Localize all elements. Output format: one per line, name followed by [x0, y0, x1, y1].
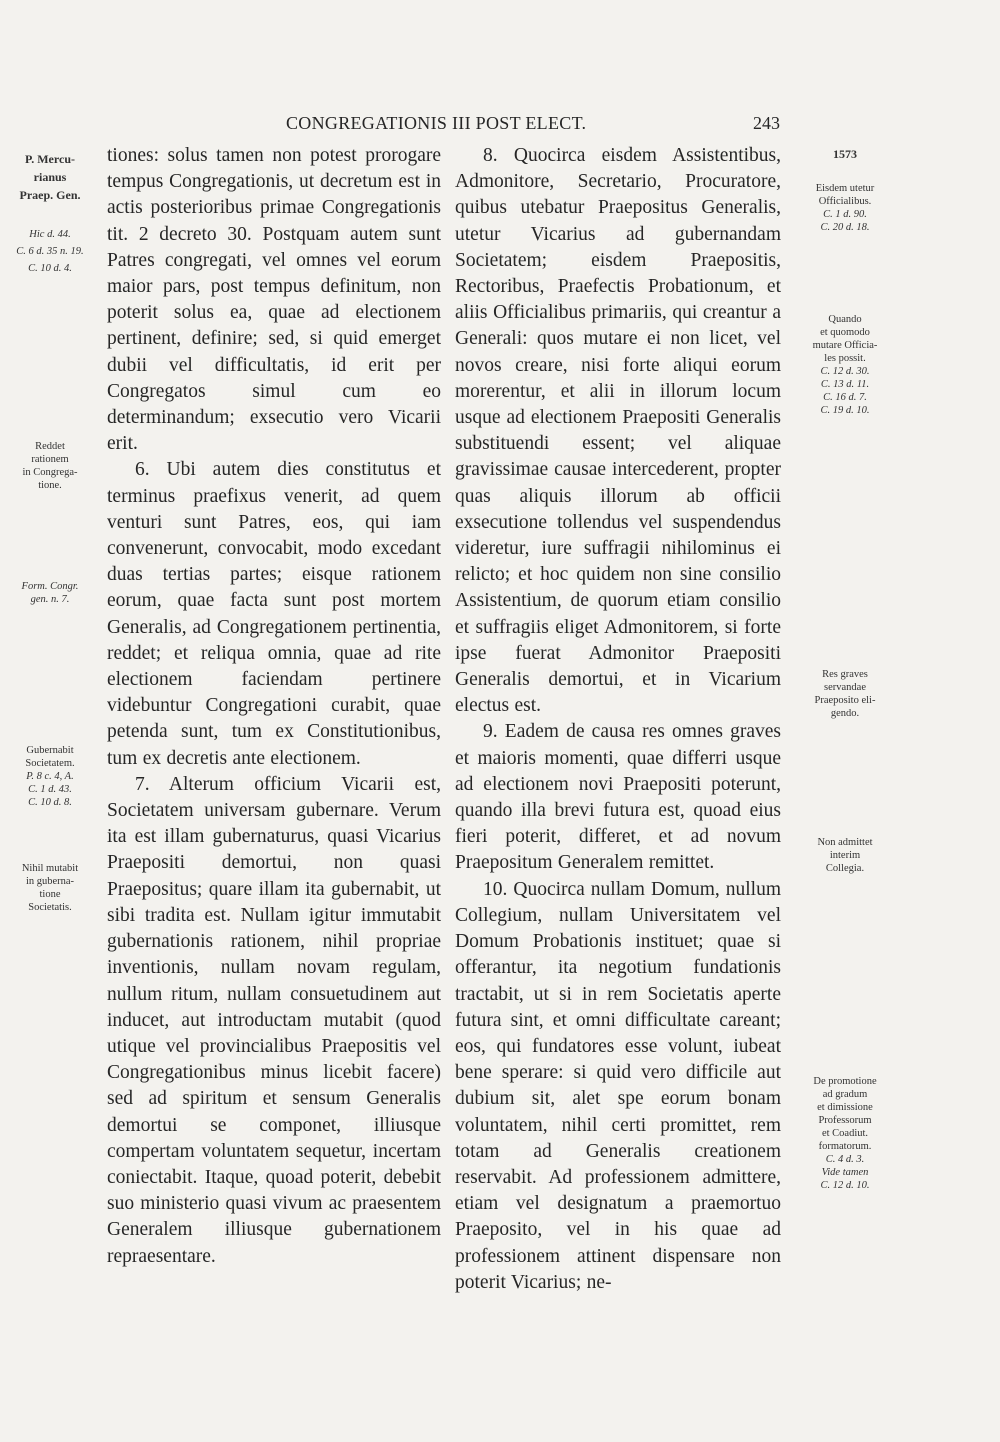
- running-header: [280, 113, 780, 137]
- margin-line: interim: [829, 850, 861, 861]
- margin-line: Nihil mutabit: [21, 863, 79, 874]
- margin-line: Reddet: [35, 441, 65, 452]
- margin-line: tione: [39, 889, 61, 900]
- margin-line: ad gradum: [822, 1089, 868, 1100]
- margin-ref: Form. Congr.: [21, 581, 79, 592]
- margin-ref: Vide tamen: [821, 1167, 869, 1178]
- margin-note-promotione: [792, 1075, 898, 1192]
- margin-ref: C. 12 d. 10.: [820, 1180, 870, 1191]
- margin-line: servandae: [824, 682, 866, 693]
- margin-note-reddet: [0, 440, 100, 492]
- margin-line: Praep. Gen.: [19, 188, 81, 202]
- margin-line: in guberna-: [25, 876, 75, 887]
- margin-line: P. Mercu-: [25, 152, 75, 166]
- margin-ref: C. 19 d. 10.: [820, 405, 870, 416]
- margin-references-1: [0, 226, 100, 277]
- margin-note-res-graves: [792, 668, 898, 720]
- margin-line: Societatis.: [28, 902, 72, 913]
- margin-line: et quomodo: [820, 327, 870, 338]
- right-text-column: [455, 143, 781, 1296]
- margin-ref: C. 16 d. 7.: [823, 392, 867, 403]
- margin-line: in Congrega-: [22, 467, 78, 478]
- margin-line: Praeposito eli-: [814, 695, 876, 706]
- margin-ref: P. 8 c. 4, A.: [26, 771, 74, 782]
- running-title: CONGREGATIONIS III POST ELECT.: [286, 113, 587, 133]
- margin-note-nihil: [0, 862, 100, 914]
- paragraph: 7. Alterum officium Vicarii est, Societatem universam gubernare. Verum ita est illam gubernaturus, quasi Vicarius Praepositi demortui, non quasi Praepositus; quare illam ita gubernabit, ut sibi tradita est. Nullam igitur immutabit gubernationis rationem, nihil propriae inventionis, nullam novam regulam, nullum ritum, nullam consuetudinem aut inducet, aut introductam mutabit (quod utique vel provincialibus Praepositis vel Congregationibus minus licebit facere) sed ad spiritum et sensum Generalis demortui se componet, illiusque compertam voluntatem sequetur, incertam coniectabit. Itaque, quoad poterit, debebit suo ministerio quasi vivum ac praesentem Generalem illiusque gubernationem repraesentare.: [107, 773, 441, 1267]
- margin-ref: Hic d. 44.: [29, 229, 71, 240]
- left-text-column: [107, 143, 441, 1270]
- margin-line: Professorum: [818, 1115, 872, 1126]
- margin-ref: C. 6 d. 35 n. 19.: [16, 246, 84, 257]
- margin-line: mutare Officia-: [812, 340, 878, 351]
- margin-line: rationem: [31, 454, 69, 465]
- year-marker: 1573: [833, 147, 857, 161]
- margin-ref: C. 10 d. 4.: [28, 263, 72, 274]
- margin-line: Eisdem utetur: [815, 183, 875, 194]
- paragraph: 8. Quocirca eisdem Assistentibus, Admonitore, Secretario, Procuratore, quibus utebatur Praepositus Generalis, utetur Vicarius ad gubernandam Societatem; eisdem Praepositis, Rectoribus, Praefectis Probationum, et aliis Officialibus primariis, qui creantur a Generali: quos mutare ei non licet, vel novos creare, nisi forte aliqui eorum morerentur, et alii in illorum locum usque ad electionem Praepositi Generalis substituendi essent; vel aliquae gravissimae causae intercederent, propter quas aliquis illorum ab officii exsecutione tollendus vel suspendendus videretur, iure suffragii nihilominus ei relicto; et hoc quidem non sine consilio Assistentium, de quorum etiam consilio et suffragiis eliget Admonitorem, si forte ipse fuerat Admonitor Praepositi Generalis demortui, et in Vicarium electus est.: [455, 145, 781, 717]
- margin-line: Non admittet: [817, 837, 873, 848]
- margin-note-gubernabit: [0, 744, 100, 809]
- page-number: 243: [753, 113, 780, 133]
- margin-line: Quando: [828, 314, 862, 325]
- margin-ref: C. 20 d. 18.: [820, 222, 870, 233]
- margin-ref: gen. n. 7.: [30, 594, 70, 605]
- margin-ref: C. 10 d. 8.: [28, 797, 72, 808]
- margin-line: Officialibus.: [818, 196, 872, 207]
- margin-ref: C. 1 d. 90.: [823, 209, 867, 220]
- margin-ref: C. 1 d. 43.: [28, 784, 72, 795]
- margin-line: les possit.: [824, 353, 866, 364]
- margin-line: gendo.: [830, 708, 860, 719]
- margin-note-non-admittet: [792, 836, 898, 875]
- margin-author-note: [0, 150, 100, 204]
- margin-ref: C. 13 d. 11.: [820, 379, 870, 390]
- margin-line: Gubernabit: [26, 745, 74, 756]
- margin-line: tione.: [38, 480, 62, 491]
- paragraph: 6. Ubi autem dies constitutus et terminus praefixus venerit, ad quem venturi sunt Patres, eos, qui iam convenerunt, convocabit, modo excedant duas tertias partes; eisque rationem eorum, quae facta sunt post mortem Generalis, ad Congregationem pertinentia, reddet; et reliqua omnia, quae ad rite electionem faciendam pertinere videbuntur Congregationi curabit, quae petenda sunt, tum ex Constitutionibus, tum ex decretis ante electionem.: [107, 459, 441, 769]
- paragraph: tiones: solus tamen non potest prorogare tempus Congregationis, ut decretum est in actis posterioribus primae Congregationis tit. 2 decreto 30. Postquam autem sunt Patres congregati, vel omnes vel eorum maior pars, post tempus definitum, non poterit solus ea, quae ad electionem pertinent, definire; sed, si quid emerget dubii vel difficultatis, id erit per Congregatos simul cum eo determinandum; exsecutio vero Vicarii erit.: [107, 145, 441, 455]
- margin-line: et Coadiut.: [821, 1128, 869, 1139]
- margin-references-2: [0, 580, 100, 606]
- margin-line: Collegia.: [825, 863, 865, 874]
- margin-note-quando: [792, 313, 898, 417]
- paragraph: 9. Eadem de causa res omnes graves et maioris momenti, quae differri usque ad electionem novi Praepositi poterunt, quando illa brevi futura est, quoad eius fieri poterit, differet, et ad novum Praepositum Generalem remittet.: [455, 721, 781, 874]
- margin-line: Res graves: [822, 669, 868, 680]
- margin-line: De promotione: [813, 1076, 877, 1087]
- paragraph: 10. Quocirca nullam Domum, nullum Collegium, nullam Universitatem vel Domum Probationis instituet; quae si offerantur, ita negotium fundationis tractabit, ut si in rem Societatis aperte futura sint, et omni difficultate careant; eos, qui fundatores esse volunt, iubeat bene sperare: si quid vero difficile aut dubium sit, alet spe eorum bonam voluntatem, nihil certi promittet, rem totam ad Generalis creationem reservabit. Ad professionem admittere, etiam vel designatum a praemortuo Praeposito, vel in his quae ad professionem attinent dispensare non poterit Vicarius; ne-: [455, 878, 781, 1293]
- margin-line: et dimissione: [817, 1102, 873, 1113]
- margin-line: rianus: [33, 170, 67, 184]
- margin-line: formatorum.: [818, 1141, 872, 1152]
- margin-line: Societatem.: [25, 758, 75, 769]
- margin-ref: C. 12 d. 30.: [820, 366, 870, 377]
- margin-ref: C. 4 d. 3.: [825, 1154, 865, 1165]
- margin-note-eisdem: [792, 182, 898, 234]
